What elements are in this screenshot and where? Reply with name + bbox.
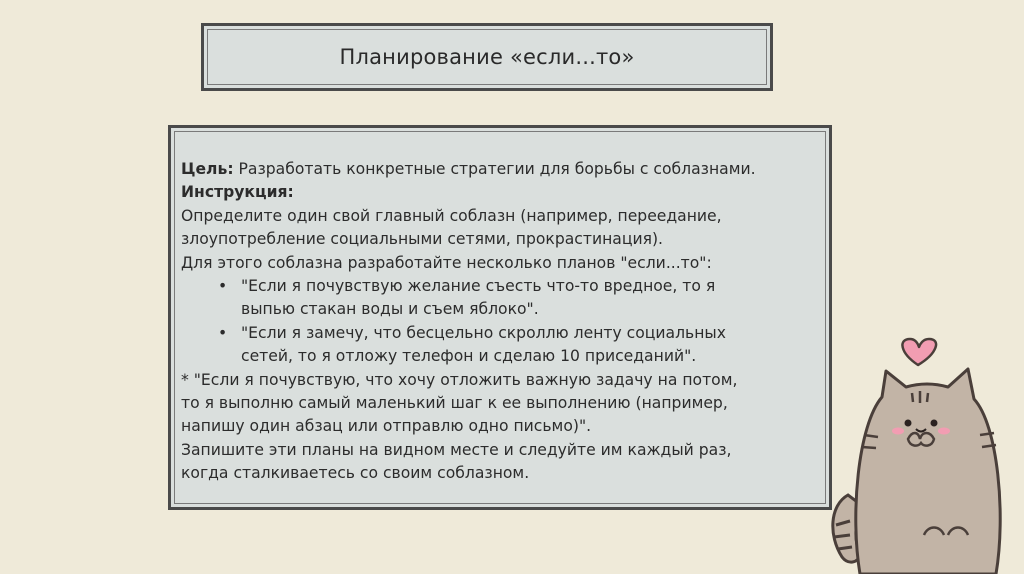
instruction-label: Инструкция: bbox=[181, 183, 294, 202]
bullet-marker: • bbox=[218, 277, 228, 296]
bullet-marker: • bbox=[218, 323, 228, 342]
content-text bbox=[181, 158, 821, 486]
slide-title: Планирование «если...то» bbox=[339, 45, 635, 69]
tail-line: * "Если я почувствую, что хочу отложить важную задачу на потом, bbox=[181, 370, 738, 389]
bullet-item bbox=[181, 275, 821, 298]
bullet-text: "Если я замечу, что бесцельно скроллю ленту социальных bbox=[241, 323, 726, 342]
tail-line: когда сталкиваетесь со своим соблазном. bbox=[181, 464, 530, 483]
heart-icon bbox=[902, 339, 936, 365]
instruction-line: Определите один свой главный соблазн (например, переедание, bbox=[181, 206, 722, 225]
tail-line: напишу один абзац или отправлю одно письмо)". bbox=[181, 417, 592, 436]
tail-line: Запишите эти планы на видном месте и следуйте им каждый раз, bbox=[181, 440, 732, 459]
bullet-item bbox=[181, 322, 821, 345]
tail-line: то я выполню самый маленький шаг к ее выполнению (например, bbox=[181, 394, 728, 413]
title-box bbox=[201, 23, 773, 91]
instruction-line: злоупотребление социальными сетями, прокрастинация). bbox=[181, 230, 663, 249]
content-box bbox=[168, 125, 832, 510]
goal-label: Цель: bbox=[181, 160, 234, 178]
pusheen-cat-illustration bbox=[820, 335, 1024, 574]
bullet-text: "Если я почувствую желание съесть что-то вредное, то я bbox=[241, 277, 716, 296]
instruction-line: Для этого соблазна разработайте несколько планов "если...то": bbox=[181, 253, 712, 272]
goal-line bbox=[181, 158, 821, 181]
bullet-text-continued: выпью стакан воды и съем яблоко". bbox=[241, 300, 539, 319]
bullet-text-continued: сетей, то я отложу телефон и сделаю 10 приседаний". bbox=[241, 347, 697, 366]
goal-text: Разработать конкретные стратегии для борьбы с соблазнами. bbox=[233, 160, 756, 178]
